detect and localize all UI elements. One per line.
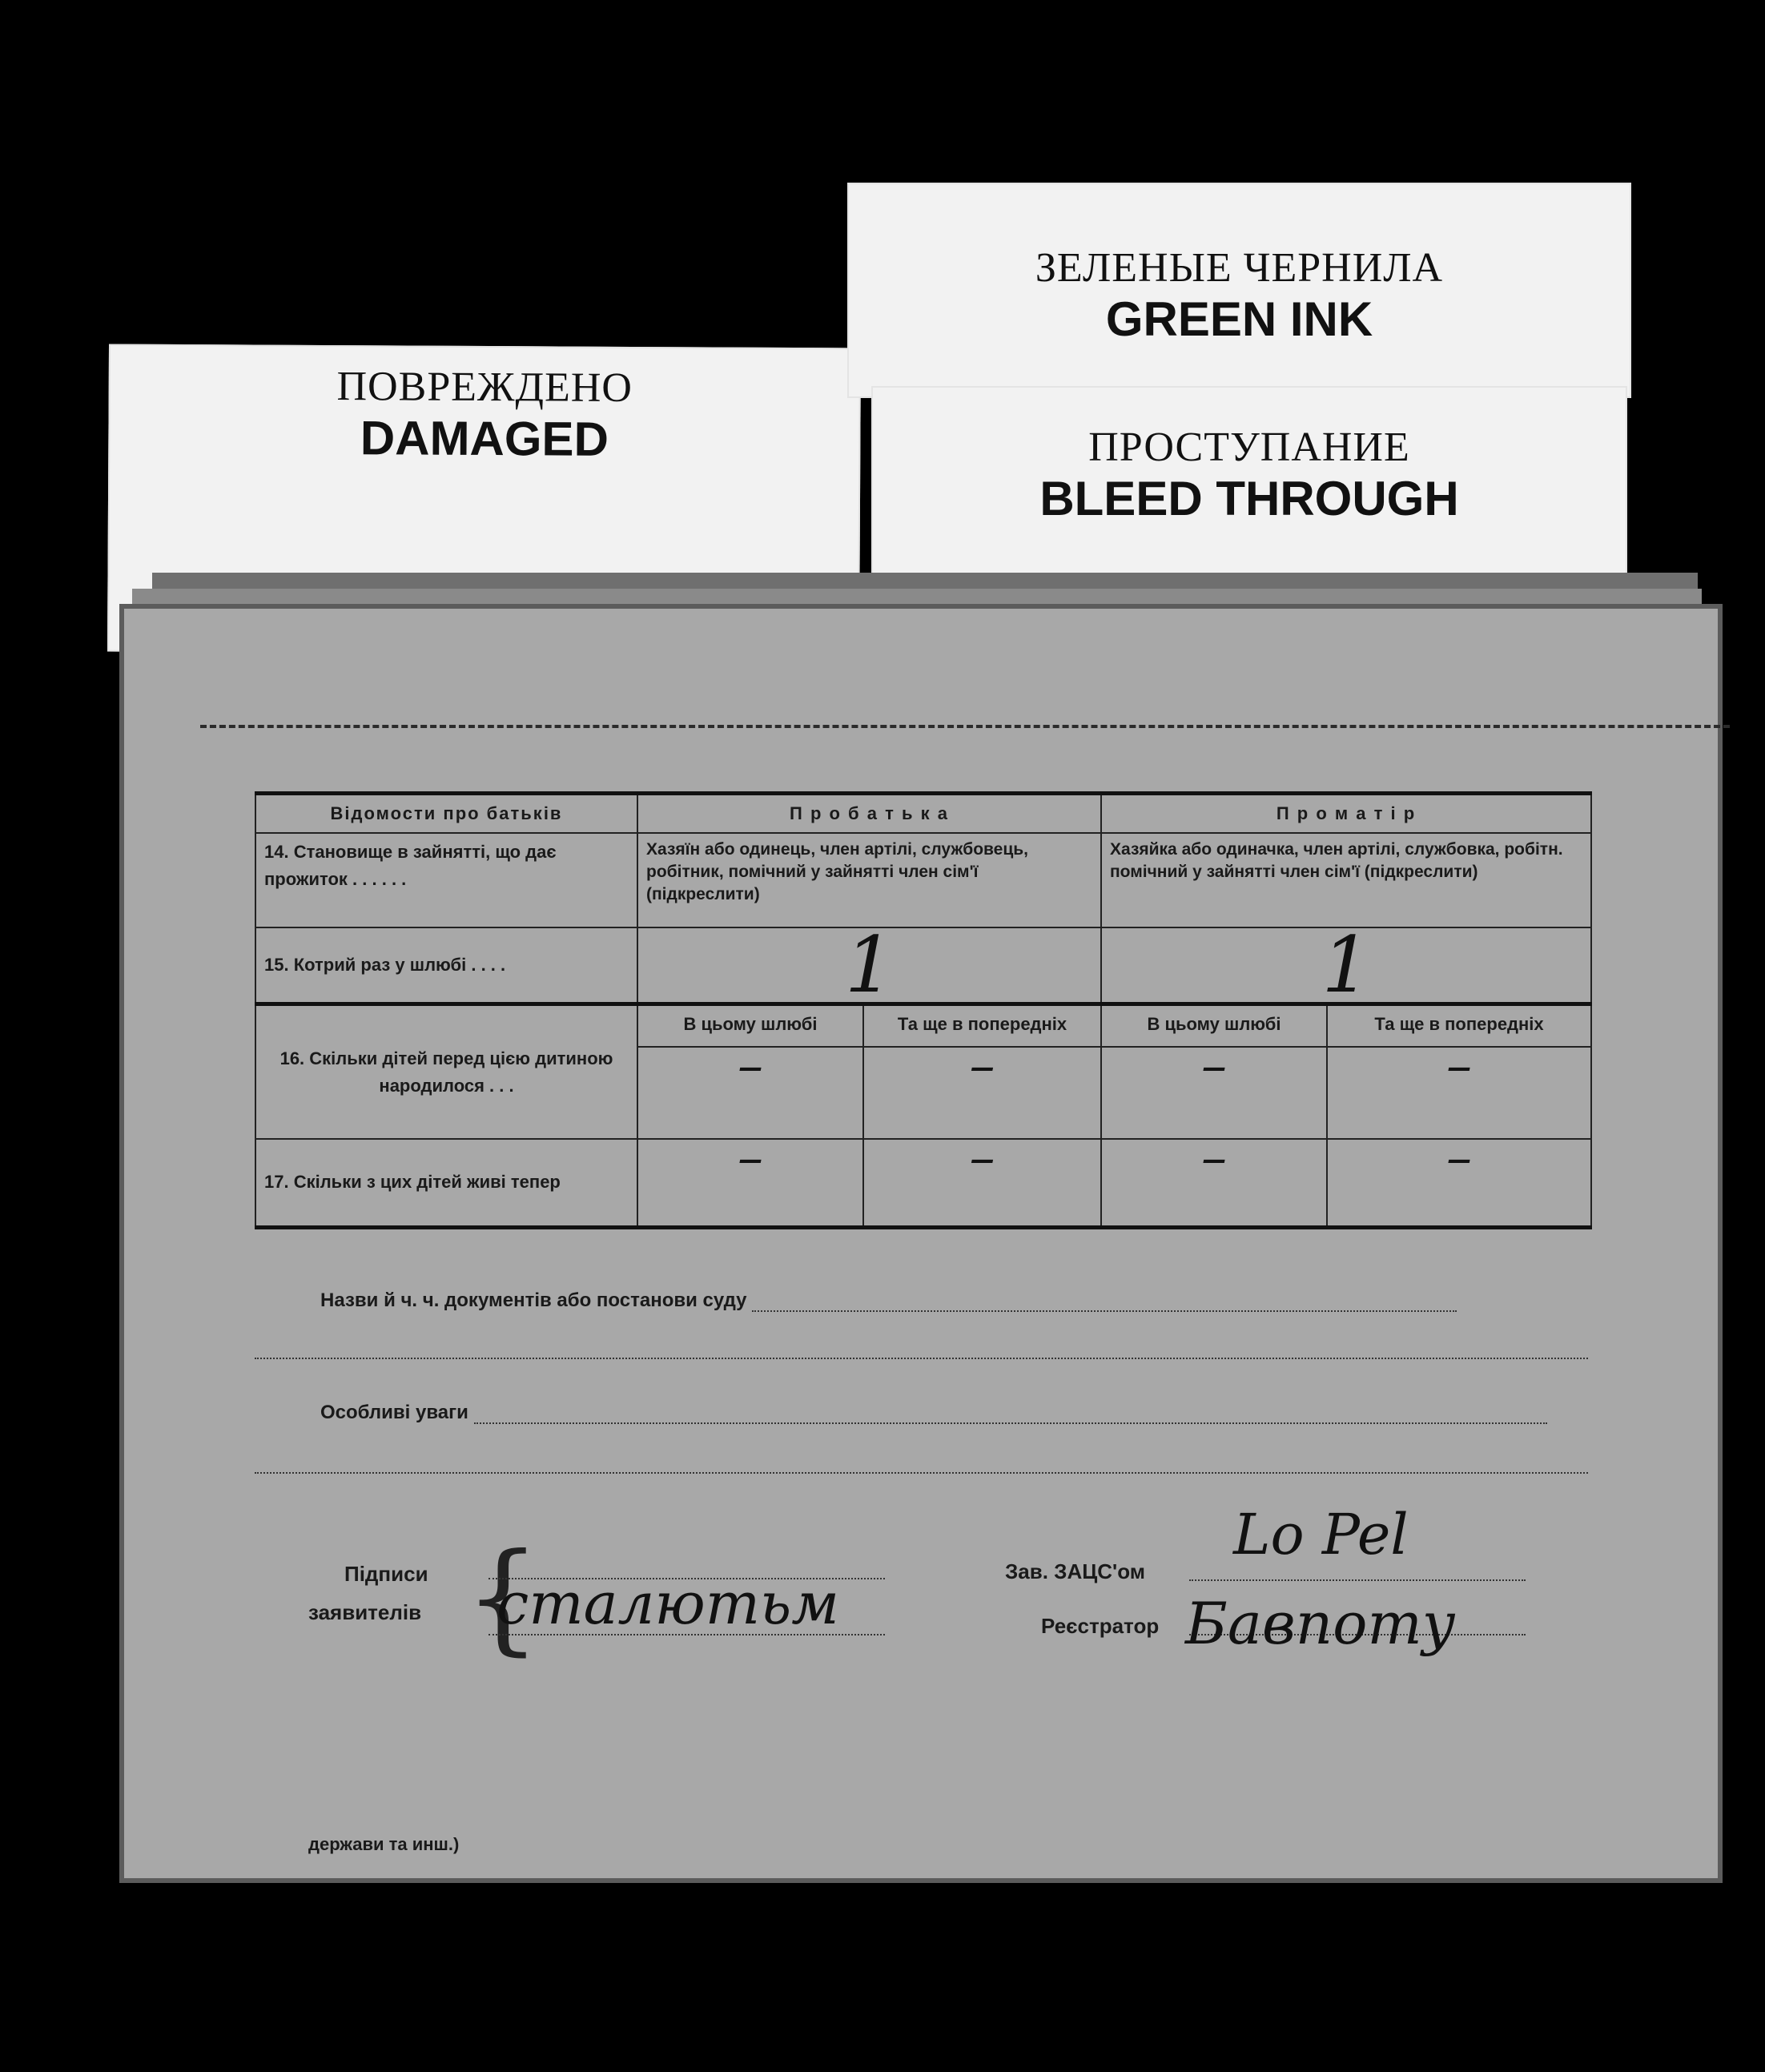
remarks-dotted-line-2 (255, 1472, 1588, 1474)
row17-label: 17. Скільки з цих дітей живі тепер (255, 1139, 637, 1227)
row16-value: – (637, 1047, 863, 1139)
row16-value: – (1101, 1047, 1327, 1139)
green-ink-label (847, 183, 1631, 398)
perforation-line (200, 725, 1730, 728)
header-father: П р о б а т ь к а (637, 794, 1101, 834)
bleed-through-label (871, 386, 1627, 581)
row16-value: – (863, 1047, 1101, 1139)
row14-father: Хазяїн або одинець, член артілі, службовець, робітник, помічний у зайнятті член сім'ї (підкреслити) (637, 833, 1101, 927)
documents-dotted-line (752, 1310, 1457, 1312)
row-17 (255, 1139, 1591, 1227)
green-ink-en: GREEN INK (1105, 292, 1373, 346)
remarks-field (320, 1402, 1590, 1424)
header-parents-info: Відомости про батьків (255, 794, 637, 834)
applicants-signature-label-2: заявителів (308, 1600, 422, 1624)
row14-mother: Хазяйка або одиначка, член артілі, службовка, робітн. помічний у зайнятті член сім'ї (підкреслити) (1101, 833, 1591, 927)
row15-label: 15. Котрий раз у шлюбі . . . . (255, 927, 637, 1004)
head-registry-label: Зав. ЗАЦС'ом (1005, 1559, 1145, 1583)
row16-value: – (1327, 1047, 1591, 1139)
remarks-label: Особливі уваги (320, 1402, 468, 1423)
parents-info-form (255, 791, 1592, 1229)
bleed-through-ru: ПРОСТУПАНИЕ (1088, 424, 1410, 470)
row17-value: – (863, 1139, 1101, 1227)
row14-label: 14. Становище в зайнятті, що дає прожиток . . . . . . (255, 833, 637, 927)
parents-table (255, 791, 1592, 1229)
father-this-marriage: В цьому шлюбі (637, 1004, 863, 1048)
row17-value: – (637, 1139, 863, 1227)
table-header (255, 794, 1591, 834)
documents-dotted-line-2 (255, 1358, 1588, 1359)
row17-value: – (1101, 1139, 1327, 1227)
documents-label: Назви й ч. ч. документів або постанови суду (320, 1289, 747, 1311)
registrar-label: Реєстратор (1041, 1614, 1160, 1638)
row-15 (255, 927, 1591, 1004)
paper-edge (152, 573, 1698, 590)
damaged-ru: ПОВРЕЖДЕНО (336, 364, 633, 411)
remarks-dotted-line (474, 1422, 1547, 1424)
registrar-handwritten-signature: Бавпоту (1185, 1590, 1456, 1657)
mother-this-marriage: В цьому шлюбі (1101, 1004, 1327, 1048)
children-subheader (255, 1004, 1591, 1048)
row-14 (255, 833, 1591, 927)
row15-father-value: 1 (637, 927, 1101, 1004)
row17-value: – (1327, 1139, 1591, 1227)
brace: { (464, 1528, 541, 1668)
head-signature-line (1189, 1579, 1526, 1581)
father-previous: Та ще в попередніх (863, 1004, 1101, 1048)
applicants-signature-label-1: Підписи (344, 1562, 428, 1586)
footer-text: держави та инш.) (308, 1834, 460, 1854)
header-mother: П р о м а т і р (1101, 794, 1591, 834)
row16-label: 16. Скільки дітей перед цією дитиною народилося . . . (255, 1004, 637, 1140)
head-handwritten-signature: Lo Pel (1233, 1502, 1409, 1567)
mother-previous: Та ще в попередніх (1327, 1004, 1591, 1048)
damaged-en: DAMAGED (360, 411, 609, 466)
documents-field (320, 1289, 1590, 1312)
green-ink-ru: ЗЕЛЕНЫЕ ЧЕРНИЛА (1035, 245, 1444, 291)
row15-mother-value: 1 (1101, 927, 1591, 1004)
bleed-through-en: BLEED THROUGH (1039, 472, 1459, 525)
applicant-handwritten-signature: сталютьм (497, 1570, 839, 1637)
